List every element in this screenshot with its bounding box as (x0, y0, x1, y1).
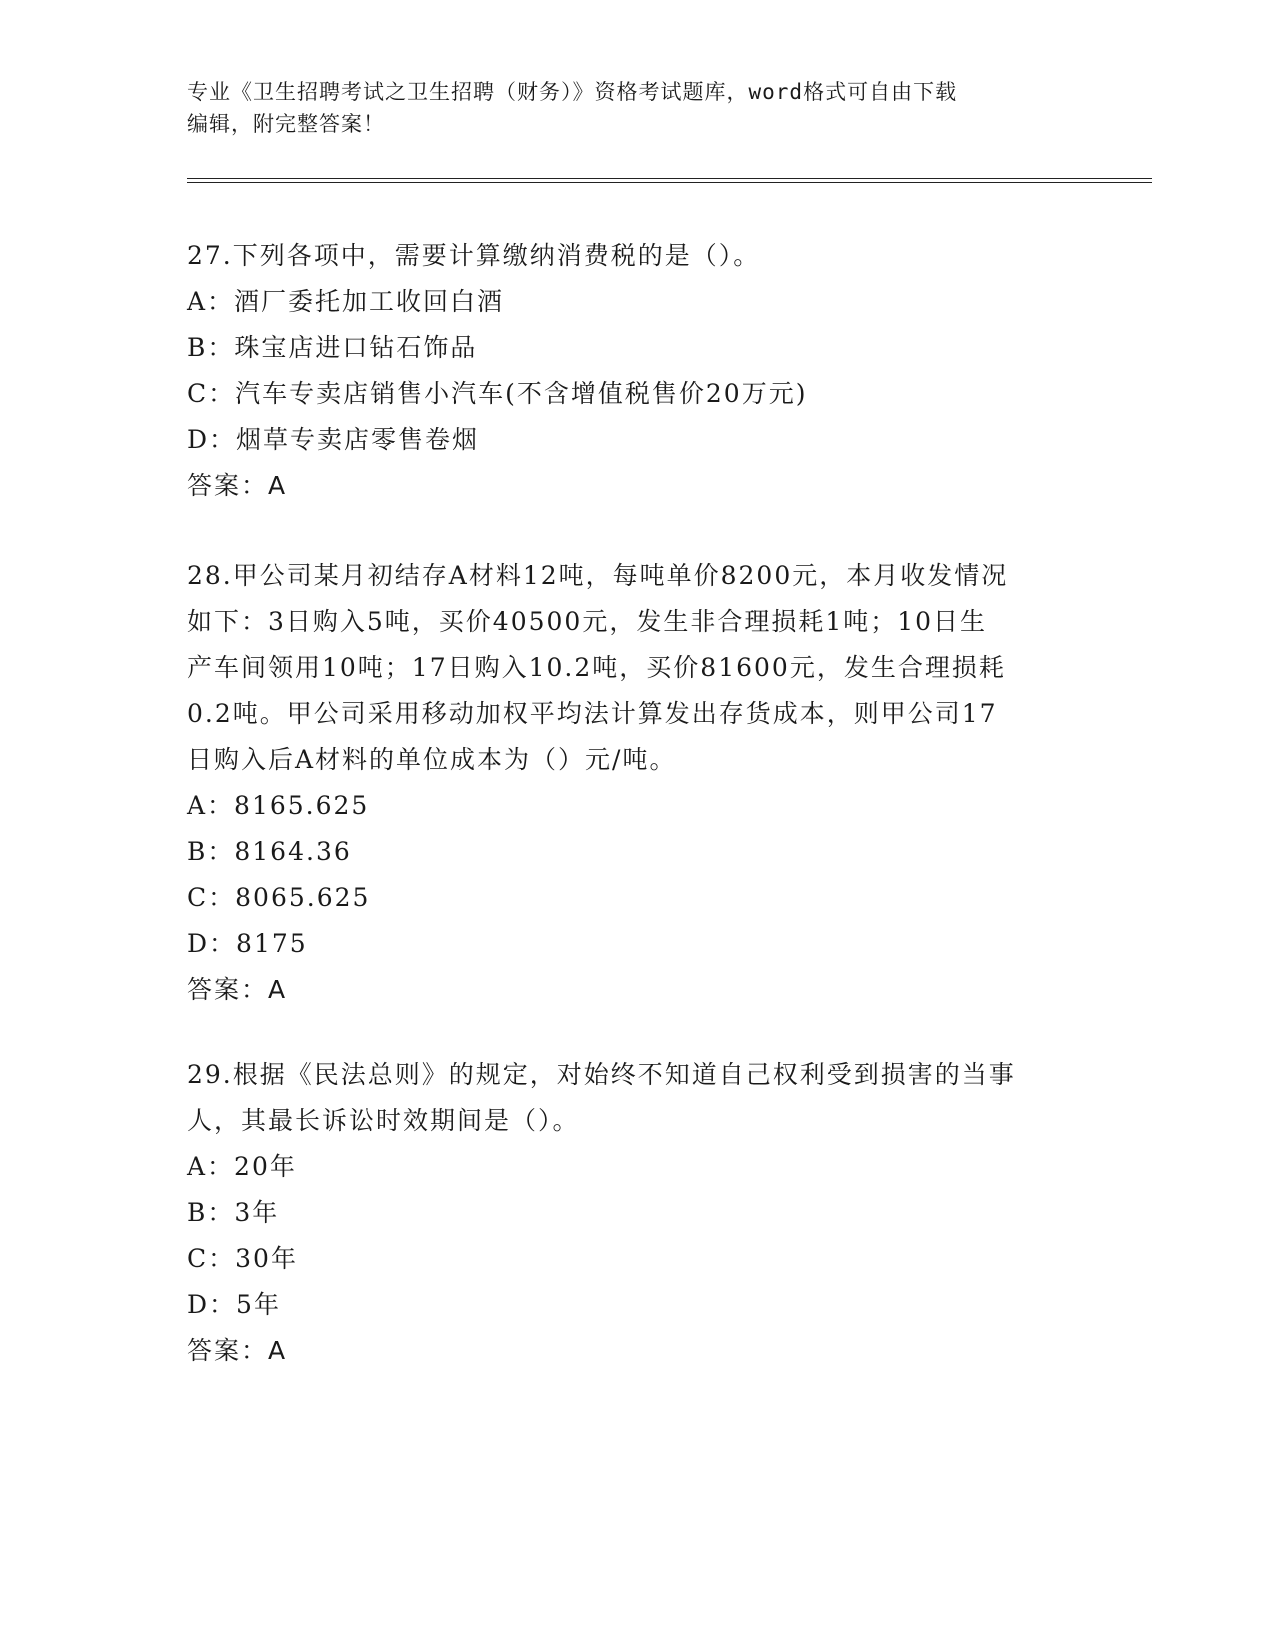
answer: 答案：A (187, 1336, 288, 1365)
option-a: A：酒厂委托加工收回白酒 (187, 287, 505, 316)
option-c: C：30年 (187, 1244, 298, 1273)
answer: 答案：A (187, 471, 288, 500)
question-stem: 0.2吨。甲公司采用移动加权平均法计算发出存货成本，则甲公司17 (187, 699, 998, 728)
question-29 (187, 1052, 1067, 1374)
header-divider (187, 178, 1152, 183)
option-a: A：20年 (187, 1152, 297, 1181)
question-stem: 产车间领用10吨；17日购入10.2吨，买价81600元，发生合理损耗 (187, 653, 1006, 682)
document-header (187, 76, 1067, 140)
question-27 (187, 233, 1067, 509)
option-a: A：8165.625 (187, 791, 370, 820)
question-stem: 27.下列各项中，需要计算缴纳消费税的是（）。 (187, 241, 761, 270)
question-stem: 如下：3日购入5吨，买价40500元，发生非合理损耗1吨；10日生 (187, 607, 988, 636)
header-line-2: 编辑，附完整答案！ (187, 112, 385, 136)
option-d: D：5年 (187, 1290, 281, 1319)
question-stem: 人，其最长诉讼时效期间是（）。 (187, 1106, 580, 1135)
option-c: C：8065.625 (187, 883, 371, 912)
question-stem: 29.根据《民法总则》的规定，对始终不知道自己权利受到损害的当事 (187, 1060, 1016, 1089)
question-28 (187, 553, 1067, 1013)
option-b: B：8164.36 (187, 837, 352, 866)
option-d: D：8175 (187, 929, 308, 958)
question-stem: 28.甲公司某月初结存A材料12吨，每吨单价8200元，本月收发情况 (187, 561, 1009, 590)
option-b: B：3年 (187, 1198, 280, 1227)
header-line-1: 专业《卫生招聘考试之卫生招聘（财务）》资格考试题库，word格式可自由下载 (187, 80, 958, 104)
option-c: C：汽车专卖店销售小汽车(不含增值税售价20万元) (187, 379, 808, 408)
document-page (187, 0, 1147, 1650)
option-b: B：珠宝店进口钻石饰品 (187, 333, 478, 362)
question-stem: 日购入后A材料的单位成本为（）元/吨。 (187, 745, 677, 774)
option-d: D：烟草专卖店零售卷烟 (187, 425, 480, 454)
answer: 答案：A (187, 975, 288, 1004)
